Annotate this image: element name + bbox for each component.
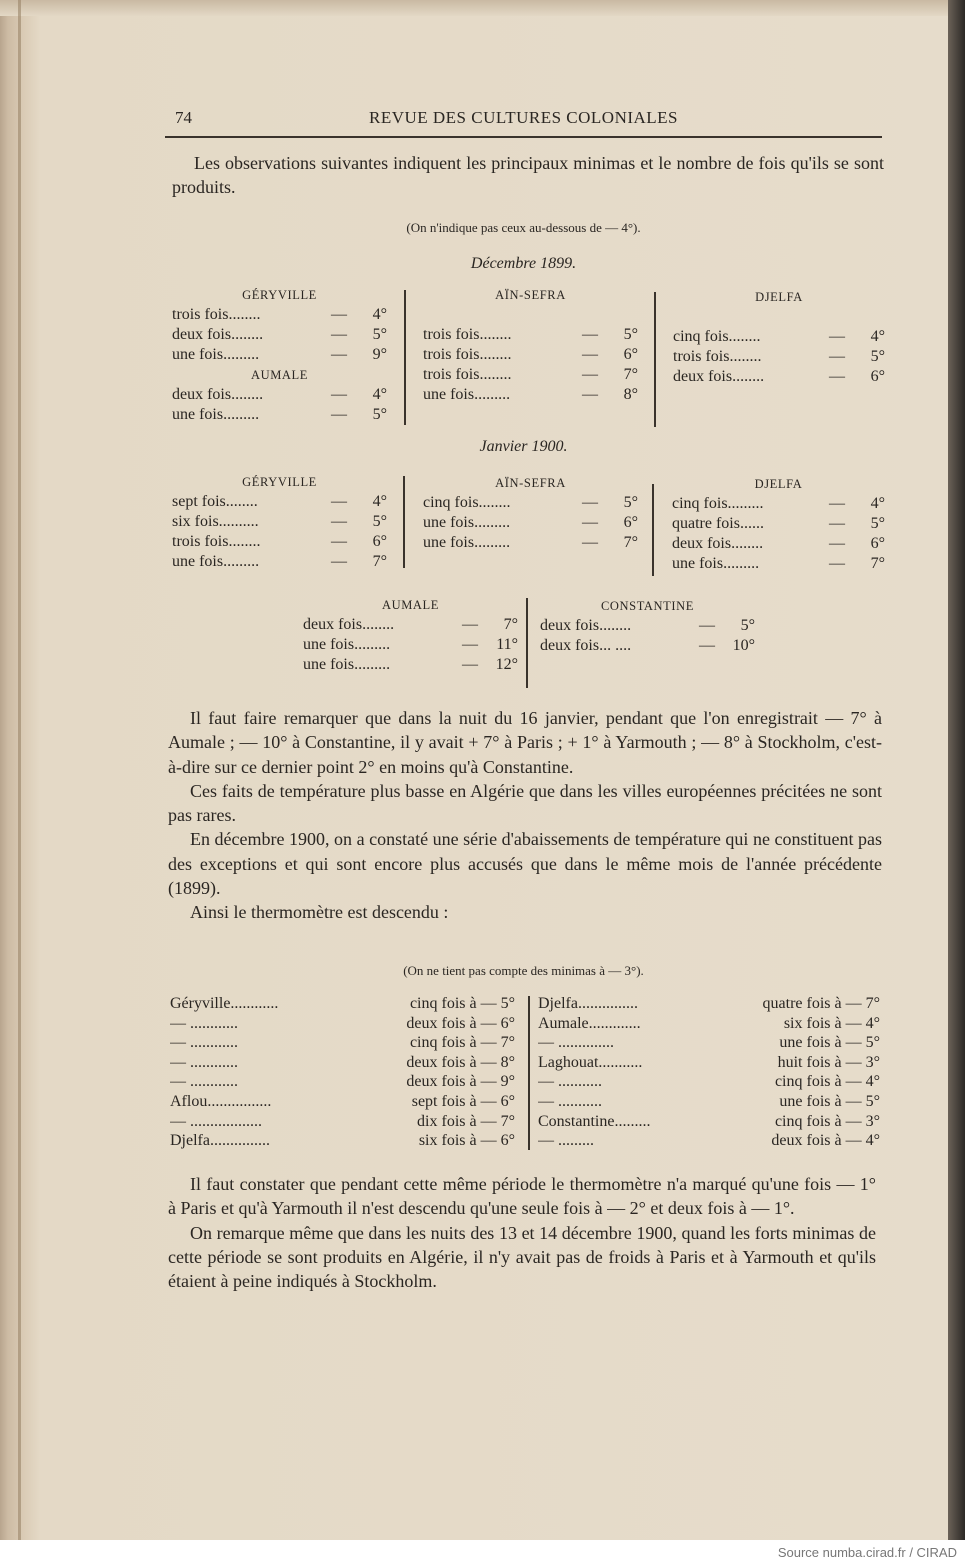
temperature-value: 4°	[372, 493, 387, 510]
column-divider	[654, 292, 656, 427]
occurrence-value: deux fois à — 9°	[406, 1073, 515, 1091]
station-column	[672, 474, 885, 574]
temperature-value	[855, 307, 885, 327]
list-row	[170, 1092, 515, 1112]
page-right-edge	[948, 0, 965, 1540]
minus-sign: —	[829, 535, 845, 552]
count-label: une fois.........	[303, 636, 391, 653]
count-label: trois fois........	[172, 306, 261, 323]
page-top-edge	[0, 0, 950, 16]
minus-sign: —	[829, 495, 845, 512]
station-name: Géryville............	[170, 995, 279, 1012]
minus-sign: —	[331, 533, 347, 550]
table-row	[423, 325, 638, 345]
count-label: deux fois........	[673, 368, 765, 385]
body-text-2	[168, 1172, 876, 1293]
list-row	[538, 1033, 880, 1053]
minus-sign: —	[462, 636, 478, 653]
station-column	[172, 285, 387, 425]
temperature-value: 7°	[623, 534, 638, 551]
count-label: une fois.........	[303, 656, 391, 673]
count-label: deux fois........	[540, 617, 632, 634]
station-column	[423, 473, 638, 553]
station-name: — ..................	[170, 1112, 262, 1130]
list-right	[538, 994, 880, 1151]
table-row	[303, 635, 518, 655]
station-name: — .........	[538, 1132, 594, 1150]
count-label	[423, 305, 572, 325]
count-label: deux fois........	[172, 386, 264, 403]
temperature-value	[608, 305, 638, 325]
temperature-value: 5°	[372, 406, 387, 423]
station-name: Aflou................	[170, 1092, 272, 1110]
minus-sign: —	[829, 348, 845, 365]
minus-sign: —	[829, 368, 845, 385]
count-label: quatre fois......	[672, 515, 764, 532]
list-left	[170, 994, 515, 1151]
minus-sign: —	[331, 386, 347, 403]
table-row	[423, 345, 638, 365]
table-row	[540, 636, 755, 656]
temperature-value: 5°	[372, 513, 387, 530]
occurrence-value: cinq fois à — 7°	[409, 1034, 515, 1052]
count-label: une fois.........	[172, 346, 260, 363]
table-row	[672, 494, 885, 514]
note-minimas-3: (On ne tient pas compte des minimas à — 3°).	[403, 963, 644, 978]
temperature-value: 8°	[623, 386, 638, 403]
station-heading: CONSTANTINE	[600, 599, 695, 613]
minus-sign: —	[699, 617, 715, 634]
count-label: deux fois........	[672, 535, 764, 552]
minus-sign: —	[331, 306, 347, 323]
table-row	[423, 365, 638, 385]
station-column	[423, 285, 638, 405]
station-column	[673, 287, 885, 387]
count-label: trois fois........	[423, 366, 512, 383]
minus-sign: —	[582, 514, 598, 531]
occurrence-value: deux fois à — 6°	[406, 1014, 515, 1032]
occurrence-value: cinq fois à — 4°	[774, 1073, 880, 1091]
minus-sign: —	[331, 326, 347, 343]
station-name: — ...........	[538, 1092, 602, 1110]
table-row	[172, 305, 387, 325]
count-label: cinq fois........	[673, 328, 761, 345]
station-heading: AÏN-SEFRA	[495, 476, 566, 490]
paragraph: Il faut faire remarquer que dans la nuit du 16 janvier, pendant que l'on enregistrait — 7° à Aumale ; — 10° à Constantine, il y avait + 7° à Paris ; + 1° à Yarmouth ; — 8° à Stockholm, c'est-à-dire sur ce dernier point 2° en moins qu'à Constantine.	[168, 708, 882, 777]
station-name: Laghouat...........	[538, 1053, 643, 1071]
minus-sign	[819, 307, 855, 327]
occurrence-value: sept fois à — 6°	[411, 1092, 515, 1110]
occurrence-value: cinq fois à — 3°	[774, 1112, 880, 1130]
temperature-value: 10°	[732, 637, 755, 654]
count-label: une fois.........	[172, 406, 260, 423]
temperature-value: 6°	[623, 514, 638, 531]
temperature-value: 4°	[372, 306, 387, 323]
count-label: six fois..........	[172, 513, 259, 530]
table-row	[672, 554, 885, 574]
occurrence-value: dix fois à — 7°	[417, 1112, 515, 1130]
table-row	[172, 552, 387, 572]
intro-paragraph: Les observations suivantes indiquent les principaux minimas et le nombre de fois qu'ils se sont produits.	[172, 153, 884, 198]
minus-sign: —	[462, 616, 478, 633]
count-label: une fois.........	[423, 534, 511, 551]
minus-sign: —	[331, 513, 347, 530]
column-divider	[652, 484, 654, 576]
minus-sign: —	[582, 346, 598, 363]
temperature-value: 6°	[372, 533, 387, 550]
list-row	[170, 1131, 515, 1151]
paragraph: En décembre 1900, on a constaté une série d'abaissements de température qui ne constituent pas des exceptions et qui sont encore plus accusés que dans le même mois de l'année précédente (1899).	[168, 829, 882, 899]
station-name: — ............	[170, 1034, 238, 1052]
list-row	[538, 994, 880, 1014]
occurrence-value: six fois à — 4°	[783, 1014, 880, 1032]
occurrence-value: deux fois à — 8°	[406, 1053, 515, 1071]
list-row	[538, 1014, 880, 1034]
journal-title: REVUE DES CULTURES COLONIALES	[368, 108, 679, 127]
station-name: — ..............	[538, 1034, 614, 1052]
station-name: Aumale.............	[538, 1014, 641, 1032]
table-row	[423, 385, 638, 405]
minus-sign: —	[582, 386, 598, 403]
temperature-value: 5°	[870, 515, 885, 532]
station-name: Djelfa...............	[538, 995, 638, 1012]
count-label: cinq fois.........	[672, 495, 764, 512]
station-heading: AÏN-SEFRA	[495, 288, 566, 302]
list-row	[538, 1131, 880, 1151]
temperature-value: 7°	[623, 366, 638, 383]
temperature-value: 6°	[870, 368, 885, 385]
station-name: — ...........	[538, 1073, 602, 1091]
station-name: Constantine.........	[538, 1112, 651, 1130]
minus-sign: —	[582, 326, 598, 343]
temperature-value: 4°	[870, 495, 885, 512]
occurrence-value: une fois à — 5°	[779, 1034, 880, 1052]
table-row	[172, 492, 387, 512]
station-heading: AUMALE	[381, 598, 440, 612]
temperature-value: 5°	[870, 348, 885, 365]
minus-sign: —	[699, 637, 715, 654]
temperature-value: 7°	[870, 555, 885, 572]
table-row	[673, 367, 885, 387]
station-heading: DJELFA	[754, 477, 803, 491]
list-row	[538, 1092, 880, 1112]
list-row	[170, 994, 515, 1014]
station-name: — ............	[170, 1053, 238, 1071]
occurrence-value: une fois à — 5°	[779, 1092, 880, 1110]
section-title-dec-1899: Décembre 1899.	[470, 255, 577, 272]
minus-sign: —	[462, 656, 478, 673]
count-label: deux fois........	[303, 616, 395, 633]
station-column	[303, 595, 518, 675]
minus-sign: —	[582, 534, 598, 551]
section-title-jan-1900: Janvier 1900.	[479, 438, 568, 455]
station-column	[540, 596, 755, 656]
running-header	[165, 106, 882, 138]
page-number: 74	[175, 108, 192, 127]
occurrence-value: huit fois à — 3°	[777, 1053, 880, 1071]
count-label: trois fois........	[172, 533, 261, 550]
minus-sign: —	[331, 493, 347, 510]
minus-sign	[572, 305, 608, 325]
minus-sign: —	[829, 515, 845, 532]
station-heading: AUMALE	[250, 368, 309, 382]
station-name: Djelfa...............	[170, 1132, 270, 1150]
temperature-value: 6°	[623, 346, 638, 363]
station-name: — ............	[170, 1073, 238, 1091]
temperature-value: 12°	[495, 656, 518, 673]
count-label: une fois.........	[172, 553, 260, 570]
list-row	[170, 1014, 515, 1034]
count-label: sept fois........	[172, 493, 258, 510]
minus-sign: —	[829, 328, 845, 345]
page-binding	[18, 0, 21, 1540]
table-row	[673, 327, 885, 347]
list-row	[538, 1053, 880, 1073]
list-row	[170, 1053, 515, 1073]
occurrence-value: deux fois à — 4°	[771, 1132, 880, 1150]
table-row	[172, 385, 387, 405]
table-row	[303, 655, 518, 675]
table-row	[423, 533, 638, 553]
paragraph: Ainsi le thermomètre est descendu :	[190, 902, 449, 923]
temperature-value: 4°	[372, 386, 387, 403]
table-row	[673, 347, 885, 367]
table-row	[423, 513, 638, 533]
station-heading: GÉRYVILLE	[242, 288, 317, 302]
count-label: une fois.........	[672, 555, 760, 572]
minus-sign: —	[829, 555, 845, 572]
temperature-value: 11°	[496, 636, 518, 653]
table-row	[672, 534, 885, 554]
occurrence-value: six fois à — 6°	[418, 1132, 515, 1150]
occurrence-value: cinq fois à — 5°	[409, 995, 515, 1012]
list-row	[170, 1033, 515, 1053]
table-row	[540, 616, 755, 636]
temperature-value: 6°	[870, 535, 885, 552]
body-text-1	[168, 706, 882, 925]
table-row	[172, 345, 387, 365]
paragraph: Il faut constater que pendant cette même période le thermomètre n'a marqué qu'une fois — 1° à Paris et qu'à Yarmouth il n'est descendu qu'une seule fois à — 2° et deux fois à — 1°.	[168, 1174, 876, 1219]
count-label: cinq fois........	[423, 494, 511, 511]
count-label: trois fois........	[423, 346, 512, 363]
occurrence-value: quatre fois à — 7°	[762, 995, 880, 1012]
table-row	[172, 532, 387, 552]
temperature-value: 7°	[372, 553, 387, 570]
table-row	[672, 514, 885, 534]
minus-sign: —	[331, 553, 347, 570]
minus-sign: —	[331, 406, 347, 423]
station-column	[172, 472, 387, 572]
source-credit: Source numba.cirad.fr / CIRAD	[777, 1545, 957, 1560]
temperature-value: 5°	[623, 326, 638, 343]
count-label: trois fois........	[673, 348, 762, 365]
count-label: deux fois........	[172, 326, 264, 343]
column-divider	[526, 598, 528, 688]
minus-sign: —	[331, 346, 347, 363]
paragraph: Ces faits de température plus basse en Algérie que dans les villes européennes précitées ne sont pas rares.	[168, 780, 882, 826]
table-row	[303, 615, 518, 635]
note-minimas-4: (On n'indique pas ceux au-dessous de — 4°).	[406, 220, 641, 235]
list-row	[538, 1072, 880, 1092]
count-label: une fois.........	[423, 386, 511, 403]
minus-sign: —	[582, 494, 598, 511]
list-row	[170, 1112, 515, 1132]
count-label: trois fois........	[423, 326, 512, 343]
station-heading: GÉRYVILLE	[242, 475, 317, 489]
count-label: deux fois... ....	[540, 637, 632, 654]
count-label	[673, 307, 819, 327]
table-row	[172, 325, 387, 345]
temperature-value: 7°	[503, 616, 518, 633]
paragraph: On remarque même que dans les nuits des 13 et 14 décembre 1900, quand les forts minimas de cette période se sont produits en Algérie, il n'y avait pas de froids à Paris et à Yarmouth et qu'ils étaient à peine indiqués à Stockholm.	[168, 1222, 876, 1292]
table-row	[423, 305, 638, 325]
list-row	[538, 1112, 880, 1132]
column-divider	[404, 290, 406, 425]
minus-sign: —	[582, 366, 598, 383]
temperature-value: 9°	[372, 346, 387, 363]
table-row	[172, 405, 387, 425]
count-label: une fois.........	[423, 514, 511, 531]
station-heading: DJELFA	[755, 290, 803, 304]
table-row	[172, 512, 387, 532]
column-divider	[528, 996, 530, 1150]
list-row	[170, 1072, 515, 1092]
temperature-value: 4°	[870, 328, 885, 345]
station-name: — ............	[170, 1014, 238, 1032]
temperature-value: 5°	[740, 617, 755, 634]
temperature-value: 5°	[372, 326, 387, 343]
temperature-value: 5°	[623, 494, 638, 511]
table-row	[423, 493, 638, 513]
table-row	[673, 307, 885, 327]
column-divider	[403, 476, 405, 568]
